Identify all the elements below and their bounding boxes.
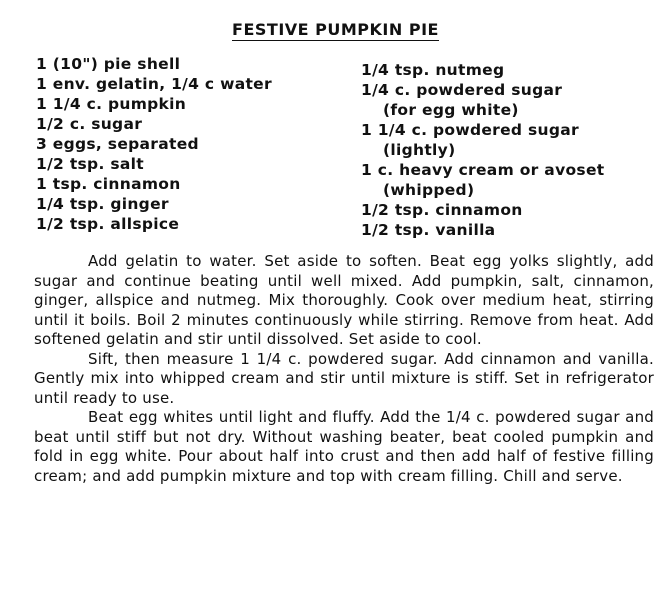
ingredient-item: 3 eggs, separated xyxy=(36,135,199,153)
ingredient-item: 1 (10") pie shell xyxy=(36,55,181,73)
ingredient-item xyxy=(361,80,604,120)
ingredient-note: (whipped) xyxy=(383,181,475,199)
ingredient-item: 1 tsp. cinnamon xyxy=(36,175,181,193)
ingredient-text: 1 c. heavy cream or avoset xyxy=(361,161,605,179)
ingredient-note: (lightly) xyxy=(383,141,456,159)
ingredient-note: (for egg white) xyxy=(383,101,519,119)
ingredient-item: 1/2 tsp. allspice xyxy=(36,215,180,233)
ingredient-item xyxy=(361,160,604,200)
ingredient-item: 1/2 c. sugar xyxy=(36,115,143,133)
ingredient-item: 1/2 tsp. salt xyxy=(36,155,144,173)
ingredient-text: 1/4 c. powdered sugar xyxy=(361,81,563,99)
directions xyxy=(34,252,654,486)
ingredient-item: 1 env. gelatin, 1/4 c water xyxy=(36,75,272,93)
ingredients-right-column xyxy=(361,60,604,240)
ingredient-item xyxy=(361,220,604,240)
ingredient-item: 1/4 tsp. ginger xyxy=(36,195,169,213)
direction-paragraph: Sift, then measure 1 1/4 c. powdered sugar. Add cinnamon and vanilla. Gently mix into whipped cream and stir until mixture is stiff. Set in refrigerator until ready to use. xyxy=(34,349,654,407)
ingredients-left-column xyxy=(36,54,272,234)
ingredient-item xyxy=(361,200,604,220)
ingredient-item xyxy=(361,60,604,80)
ingredient-item: 1 1/4 c. pumpkin xyxy=(36,95,187,113)
ingredient-text: 1 1/4 c. powdered sugar xyxy=(361,121,579,139)
ingredient-text: 1/2 tsp. vanilla xyxy=(361,221,496,239)
recipe-title-text: FESTIVE PUMPKIN PIE xyxy=(232,20,439,39)
direction-paragraph: Beat egg whites until light and fluffy. Add the 1/4 c. powdered sugar and beat until stiff but not dry. Without washing beater, beat cooled pumpkin and fold in egg white. Pour about half into crust and then add half of festive filling cream; and add pumpkin mixture and top with cream filling. Chill and serve. xyxy=(34,408,654,485)
recipe-title xyxy=(0,20,671,39)
ingredient-item xyxy=(361,120,604,160)
ingredient-text: 1/2 tsp. cinnamon xyxy=(361,201,523,219)
ingredient-text: 1/4 tsp. nutmeg xyxy=(361,61,505,79)
direction-paragraph: Add gelatin to water. Set aside to soften. Beat egg yolks slightly, add sugar and continue beating until well mixed. Add pumpkin, salt, cinnamon, ginger, allspice and nutmeg. Mix thoroughly. Cook over medium heat, stirring until it boils. Boil 2 minutes continuously while stirring. Remove from heat. Add softened gelatin and stir until dissolved. Set aside to cool. xyxy=(34,252,654,348)
